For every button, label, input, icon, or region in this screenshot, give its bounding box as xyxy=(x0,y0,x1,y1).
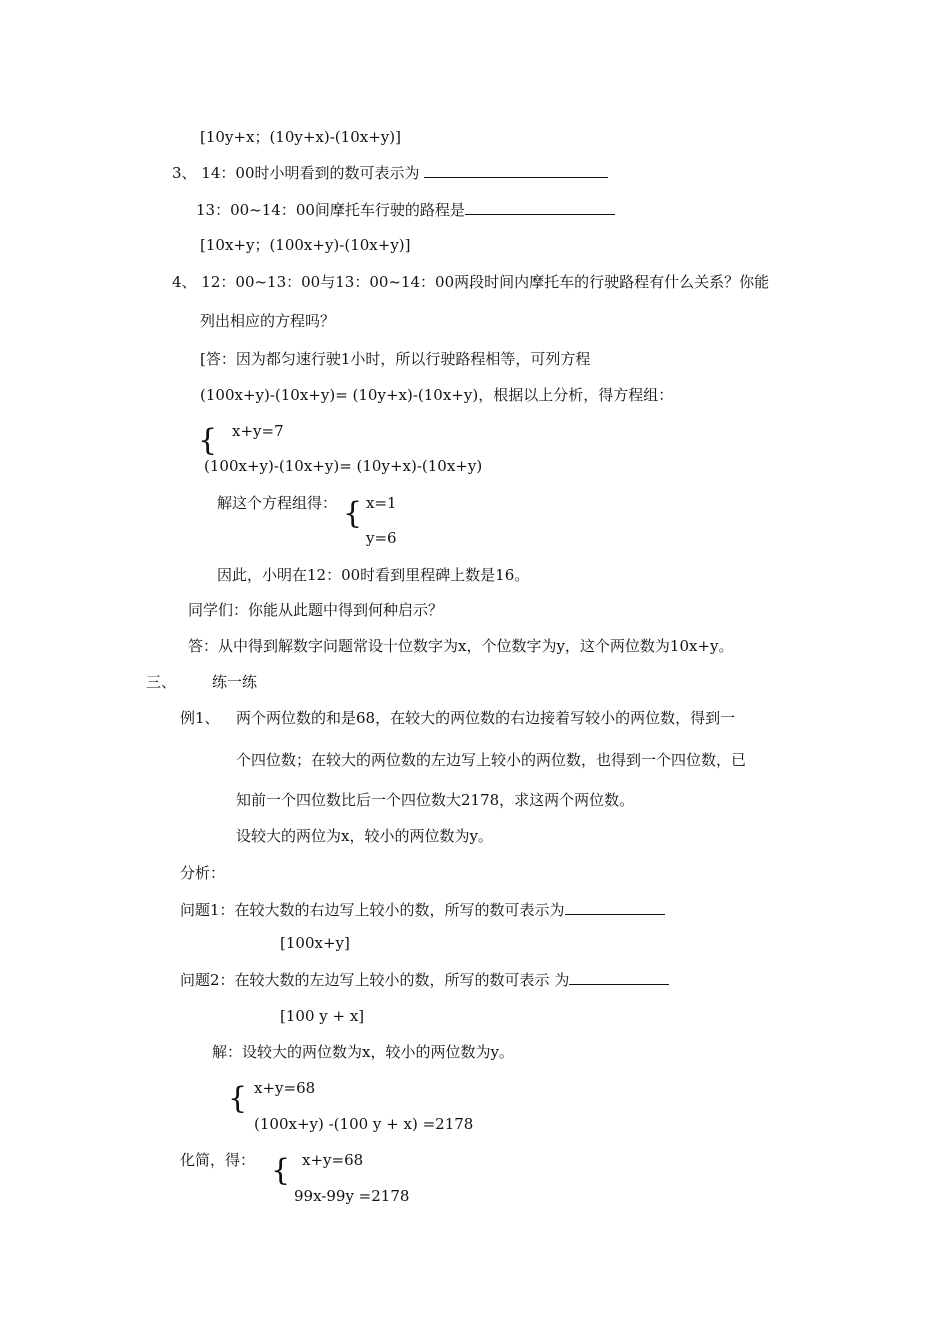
system2-eq2: (100x+y) -(100 y + x) =2178 xyxy=(254,1115,474,1133)
question-4: 4、 12：00~13：00与13：00~14：00两段时间内摩托车的行驶路程有什么关系？你能 xyxy=(172,273,770,291)
equation-brace-1: { xyxy=(198,423,218,458)
bracket-answer-3: [10x+y；(100x+y)-(10x+y)] xyxy=(200,236,411,254)
system2-eq1: x+y=68 xyxy=(254,1079,316,1097)
system1-eq2: (100x+y)-(10x+y)= (10y+x)-(10x+y) xyxy=(204,457,483,475)
question-3b xyxy=(196,200,615,220)
answer-blank-3[interactable] xyxy=(424,163,608,178)
example-1-line4: 设较大的两位为x，较小的两位数为y。 xyxy=(236,827,493,845)
equation-brace-3: { xyxy=(228,1081,248,1116)
system3-eq2: 99x-99y =2178 xyxy=(294,1187,410,1205)
equation-brace-2: { xyxy=(343,496,363,531)
answer-blank-3b[interactable] xyxy=(465,200,615,215)
answer-4-line1: [答：因为都匀速行驶1小时，所以行驶路程相等，可列方程 xyxy=(200,350,591,368)
question-2-label: 问题2：在较大数的左边写上较小的数，所写的数可表示 为 xyxy=(180,971,570,989)
question-3-label: 3、 14：00时小明看到的数可表示为 xyxy=(172,164,420,182)
example-1-label: 例1、 xyxy=(180,709,220,727)
bracket-answer-1: [10y+x；(10y+x)-(10x+y)] xyxy=(200,128,401,146)
equation-brace-4: { xyxy=(271,1153,291,1188)
analysis-heading: 分析： xyxy=(180,864,226,882)
solution-x: x=1 xyxy=(366,494,397,512)
question-1 xyxy=(180,900,665,920)
conclusion: 因此，小明在12：00时看到里程碑上数是16。 xyxy=(217,566,530,584)
question-2 xyxy=(180,970,669,990)
prompt-students: 同学们：你能从此题中得到何种启示？ xyxy=(188,601,444,619)
question-1-answer: [100x+y] xyxy=(280,934,350,952)
question-1-label: 问题1：在较大数的右边写上较小的数，所写的数可表示为 xyxy=(180,901,565,919)
system3-eq1: x+y=68 xyxy=(302,1151,364,1169)
solution-y: y=6 xyxy=(366,529,397,547)
example-1-line1: 两个两位数的和是68，在较大的两位数的右边接着写较小的两位数，得到一 xyxy=(236,709,736,727)
solution-intro: 解：设较大的两位数为x，较小的两位数为y。 xyxy=(212,1043,514,1061)
answer-insight: 答：从中得到解数字问题常设十位数字为x，个位数字为y，这个两位数为10x+y。 xyxy=(188,637,734,655)
answer-4-line2: (100x+y)-(10x+y)= (10y+x)-(10x+y)，根据以上分析，得方程组： xyxy=(200,386,674,404)
system1-eq1: x+y=7 xyxy=(232,422,284,440)
answer-blank-q2[interactable] xyxy=(569,970,669,985)
answer-blank-q1[interactable] xyxy=(565,900,665,915)
section-3-title: 练一练 xyxy=(212,673,258,691)
solve-label: 解这个方程组得： xyxy=(217,494,338,512)
example-1-line2: 个四位数；在较大的两位数的左边写上较小的两位数，也得到一个四位数，已 xyxy=(236,751,747,769)
section-3-number: 三、 xyxy=(146,673,177,691)
simplify-label: 化简，得： xyxy=(180,1151,256,1169)
question-4-cont: 列出相应的方程吗？ xyxy=(200,312,336,330)
question-2-answer: [100 y + x] xyxy=(280,1007,365,1025)
example-1-line3: 知前一个四位数比后一个四位数大2178，求这两个两位数。 xyxy=(236,791,635,809)
question-3b-label: 13：00~14：00间摩托车行驶的路程是 xyxy=(196,201,465,219)
question-3 xyxy=(172,163,608,183)
